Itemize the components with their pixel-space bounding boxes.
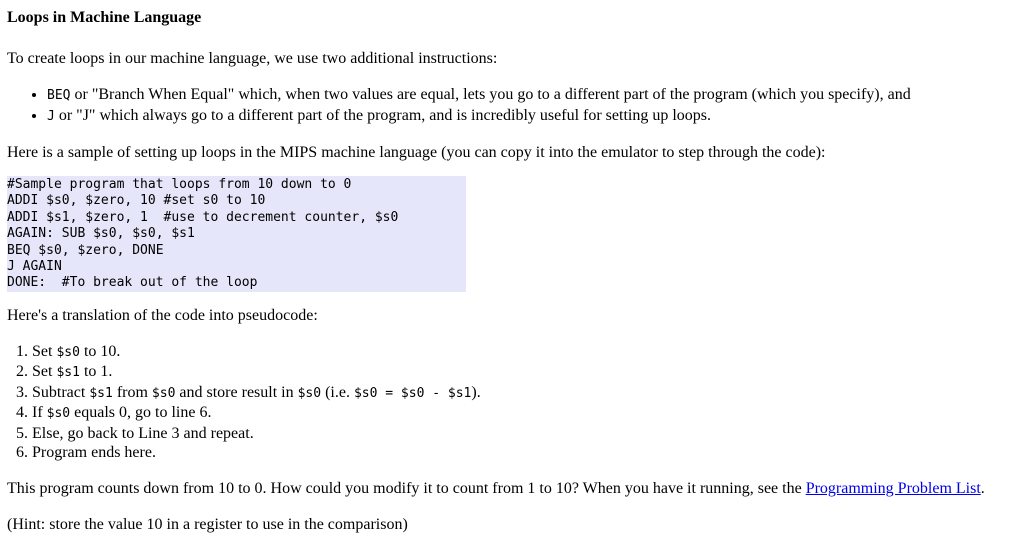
code-line: DONE: #To break out of the loop xyxy=(7,275,258,291)
list-item-j: • J or "J" which always go to a different part of the program, and is incredibly useful for setting up loops. xyxy=(47,106,1024,127)
step-item: 1. Set $s0 to 10. xyxy=(32,342,1024,363)
beq-code: BEQ xyxy=(47,88,71,103)
step-item: 2. Set $s1 to 1. xyxy=(32,362,1024,383)
sample-intro-paragraph: Here is a sample of setting up loops in the MIPS machine language (you can copy it into the emulator to step through the code): xyxy=(7,144,826,161)
instruction-list xyxy=(7,85,1024,126)
step-item: 5. Else, go back to Line 3 and repeat. xyxy=(32,424,1024,444)
step-item: 4. If $s0 equals 0, go to line 6. xyxy=(32,403,1024,424)
code-line: BEQ $s0, $zero, DONE xyxy=(7,242,164,258)
hint-paragraph: (Hint: store the value 10 in a register to use in the comparison) xyxy=(7,515,408,533)
j-code: J xyxy=(47,108,55,124)
pseudocode-steps xyxy=(7,342,1024,463)
code-line: AGAIN: SUB $s0, $s0, $s1 xyxy=(7,226,195,242)
code-sample-block[interactable] xyxy=(7,176,466,292)
step-item: 6. Program ends here. xyxy=(32,443,1024,463)
code-line: ADDI $s1, $zero, 1 #use to decrement counter, $s0 xyxy=(7,209,399,225)
translation-intro-paragraph: Here's a translation of the code into pseudocode: xyxy=(7,306,318,324)
list-item-beq: • BEQ or "Branch When Equal" which, when two values are equal, lets you go to a different part of the program (which you specify), and xyxy=(47,85,1024,106)
intro-paragraph: To create loops in our machine language, we use two additional instructions: xyxy=(7,50,498,67)
page-title: Loops in Machine Language xyxy=(7,9,202,26)
code-line: ADDI $s0, $zero, 10 #set s0 to 10 xyxy=(7,193,266,209)
code-line: #Sample program that loops from 10 down to 0 xyxy=(7,177,352,192)
step-item: 3. Subtract $s1 from $s0 and store result in $s0 (i.e. $s0 = $s0 - $s1). xyxy=(32,383,1024,404)
closing-paragraph: This program counts down from 10 to 0. How could you modify it to count from 1 to 10? When you have it running, see the Programming Problem List. xyxy=(7,479,985,497)
code-line: J AGAIN xyxy=(7,259,62,275)
programming-problem-list-link[interactable]: Programming Problem List xyxy=(805,479,981,497)
